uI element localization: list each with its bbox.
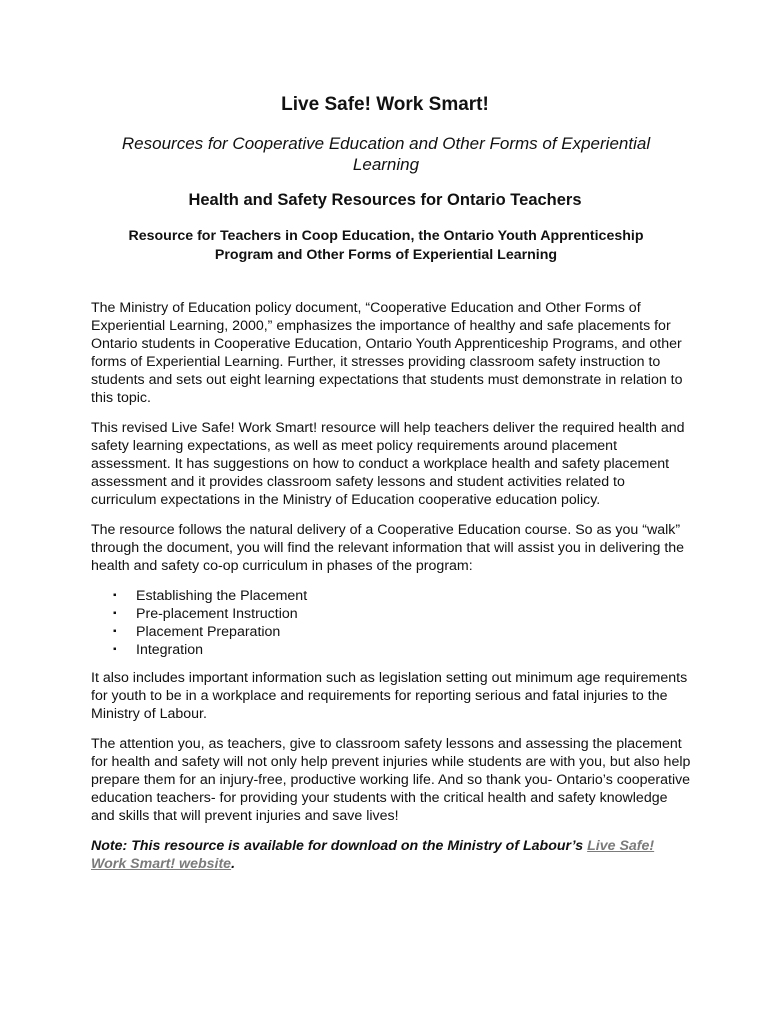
note-end: . xyxy=(231,856,236,872)
square-bullet-icon: ▪ xyxy=(113,644,117,655)
document-subtitle: Resources for Cooperative Education and Other Forms of Experiential Learning xyxy=(121,134,651,174)
website-link[interactable]: Live Safe! Work Smart! website xyxy=(91,838,655,872)
intro-paragraph: The Ministry of Education policy document, “Cooperative Education and Other Forms of Experiential Learning, 2000,” emphasizes the importance of healthy and safe placements for Ontario students in Cooperative Education, Ontario Youth Apprenticeship Programs, and other forms of Experiential Learning. Further, it stresses providing classroom safety instruction to students and sets out eight learning expectations that students must demonstrate in relation to this topic. xyxy=(91,300,683,406)
document-title: Live Safe! Work Smart! xyxy=(281,94,489,115)
download-note xyxy=(91,837,691,873)
program-phases-list xyxy=(91,587,691,659)
list-item-label: Pre-placement Instruction xyxy=(136,606,298,622)
list-item-label: Integration xyxy=(136,642,204,658)
list-item xyxy=(91,605,691,623)
thank-you-paragraph: The attention you, as teachers, give to classroom safety lessons and assessing the placement for health and safety will not only help prevent injuries while students are with you, but also help prepare them for an injury-free, productive working life. And so thank you- Ontario’s cooperative education teachers- for providing your students with the critical health and safety knowledge and skills that will prevent injuries and save lives! xyxy=(91,736,691,824)
list-item xyxy=(91,623,691,641)
list-item-label: Establishing the Placement xyxy=(136,588,308,604)
square-bullet-icon: ▪ xyxy=(113,590,117,601)
section-subheading: Resource for Teachers in Coop Education, the Ontario Youth Apprenticeship Program and Other Forms of Experiential Learning xyxy=(128,228,644,263)
list-item xyxy=(91,587,691,605)
legislation-paragraph: It also includes important information such as legislation setting out minimum age requirements for youth to be in a workplace and requirements for reporting serious and fatal injuries to the Ministry of Labour. xyxy=(91,670,688,722)
course-delivery-paragraph: The resource follows the natural delivery of a Cooperative Education course. So as you “walk” through the document, you will find the relevant information that will assist you in delivering the health and safety co-op curriculum in phases of the program: xyxy=(91,522,685,574)
document-body xyxy=(91,299,691,885)
square-bullet-icon: ▪ xyxy=(113,608,117,619)
note-text: Note: This resource is available for download on the Ministry of Labour’s xyxy=(91,838,588,854)
square-bullet-icon: ▪ xyxy=(113,626,117,637)
section-heading: Health and Safety Resources for Ontario Teachers xyxy=(188,191,582,209)
list-item-label: Placement Preparation xyxy=(136,624,281,640)
revised-resource-paragraph: This revised Live Safe! Work Smart! resource will help teachers deliver the required health and safety learning expectations, as well as meet policy requirements around placement assessment. It has suggestions on how to conduct a workplace health and safety placement assessment and it provides classroom safety lessons and student activities related to curriculum expectations in the Ministry of Education cooperative education policy. xyxy=(91,420,685,508)
list-item xyxy=(91,641,691,659)
